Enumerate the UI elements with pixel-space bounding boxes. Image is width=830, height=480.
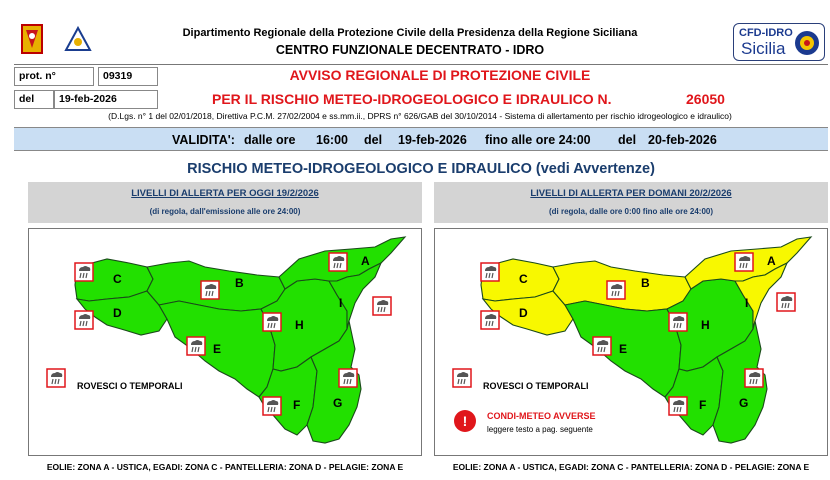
thunderstorm-icon bbox=[607, 281, 625, 299]
zone-h-label: H bbox=[295, 318, 304, 332]
today-panel-header bbox=[28, 182, 422, 223]
cfd-idro-logo: CFD-IDRO Sicilia bbox=[733, 23, 825, 61]
thunderstorm-icon bbox=[187, 337, 205, 355]
thunderstorm-icon bbox=[481, 311, 499, 329]
zone-a-label: A bbox=[361, 254, 370, 268]
legal-reference: (D.Lgs. n° 1 del 02/01/2018, Direttiva P.C.M. 27/02/2004 e ss.mm.ii., DPRS n° 626/GAB del 30/10/2014 - Sistema di allertamento per rischio idrogeologico e idraulico) bbox=[108, 111, 732, 121]
validity-del-text-2: del bbox=[618, 133, 637, 147]
avviso-number: 26050 bbox=[686, 91, 725, 107]
zone-h-label: H bbox=[701, 318, 710, 332]
tomorrow-note: (di regola, dalle ore 0:00 fino alle ore 24:00) bbox=[548, 207, 714, 216]
zone-d-label: D bbox=[519, 306, 528, 320]
zone-a-label: A bbox=[767, 254, 776, 268]
zone-c-label: C bbox=[113, 272, 122, 286]
tomorrow-panel-header bbox=[434, 182, 828, 223]
thunderstorm-icon bbox=[481, 263, 499, 281]
thunderstorm-icon bbox=[263, 313, 281, 331]
section-title: RISCHIO METEO-IDROGEOLOGICO E IDRAULICO (vedi Avvertenze) bbox=[187, 161, 655, 177]
thunderstorm-icon bbox=[47, 369, 65, 387]
prot-label: prot. n° bbox=[14, 67, 94, 86]
zone-c-label: C bbox=[519, 272, 528, 286]
thunderstorm-icon bbox=[669, 397, 687, 415]
today-alert-map bbox=[28, 228, 422, 456]
thunderstorm-icon bbox=[373, 297, 391, 315]
sicily-coat-of-arms-icon bbox=[20, 22, 102, 60]
thunderstorm-icon bbox=[669, 313, 687, 331]
department-name: Dipartimento Regionale della Protezione Civile della Presidenza della Regione Siciliana bbox=[182, 27, 638, 39]
thunderstorm-icon bbox=[201, 281, 219, 299]
thunderstorm-icon bbox=[735, 253, 753, 271]
protezione-civile-logo-icon bbox=[66, 28, 90, 50]
centre-name: CENTRO FUNZIONALE DECENTRATO - IDRO bbox=[275, 43, 545, 57]
today-title: LIVELLI DI ALLERTA PER OGGI 19/2/2026 bbox=[131, 188, 319, 199]
tomorrow-map-svg bbox=[435, 229, 827, 455]
zone-f-label: F bbox=[293, 398, 301, 412]
validity-end-date: 20-feb-2026 bbox=[648, 133, 717, 147]
thunderstorm-icon bbox=[339, 369, 357, 387]
zone-e-label: E bbox=[619, 342, 628, 356]
zone-g-label: G bbox=[739, 396, 749, 410]
condimeteo-title: CONDI-METEO AVVERSE bbox=[487, 411, 596, 421]
tomorrow-title: LIVELLI DI ALLERTA PER DOMANI 20/2/2026 bbox=[530, 188, 732, 199]
validity-bar bbox=[14, 127, 828, 151]
thunderstorm-icon bbox=[593, 337, 611, 355]
tomorrow-legend-rovesci: ROVESCI O TEMPORALI bbox=[483, 381, 589, 391]
validity-label: VALIDITA': bbox=[172, 133, 235, 147]
tomorrow-alert-map bbox=[434, 228, 828, 456]
zone-g-label: G bbox=[333, 396, 343, 410]
zone-f-label: F bbox=[699, 398, 707, 412]
zone-e-label: E bbox=[213, 342, 222, 356]
validity-until-text: fino alle ore 24:00 bbox=[485, 133, 591, 147]
zone-b-label: B bbox=[641, 276, 650, 290]
thunderstorm-icon bbox=[263, 397, 281, 415]
validity-start-time: 16:00 bbox=[316, 133, 348, 147]
avviso-title: AVVISO REGIONALE DI PROTEZIONE CIVILE bbox=[289, 67, 591, 83]
zone-i-label: I bbox=[745, 296, 749, 310]
today-map-svg bbox=[29, 229, 421, 455]
validity-start-date: 19-feb-2026 bbox=[398, 133, 467, 147]
avviso-subtitle: PER IL RISCHIO METEO-IDROGEOLOGICO E IDRAULICO N. bbox=[212, 91, 612, 107]
cfd-seal-icon bbox=[794, 30, 820, 56]
prot-value: 09319 bbox=[98, 67, 158, 86]
validity-del-text: del bbox=[364, 133, 383, 147]
divider bbox=[14, 64, 828, 65]
thunderstorm-icon bbox=[777, 293, 795, 311]
validity-from-text: dalle ore bbox=[244, 133, 296, 147]
del-value: 19-feb-2026 bbox=[54, 90, 158, 109]
thunderstorm-icon bbox=[329, 253, 347, 271]
today-note: (di regola, dall'emissione alle ore 24:00) bbox=[149, 207, 301, 216]
thunderstorm-icon bbox=[75, 311, 93, 329]
zone-i-label: I bbox=[339, 296, 343, 310]
header-logos bbox=[20, 22, 102, 60]
thunderstorm-icon bbox=[75, 263, 93, 281]
condimeteo-subtitle: leggere testo a pag. seguente bbox=[487, 425, 593, 434]
thunderstorm-icon bbox=[745, 369, 763, 387]
exclamation-icon bbox=[453, 409, 477, 433]
zone-d-label: D bbox=[113, 306, 122, 320]
today-legend-rovesci: ROVESCI O TEMPORALI bbox=[77, 381, 183, 391]
tomorrow-islands-footer: EOLIE: ZONA A - USTICA, EGADI: ZONA C - PANTELLERIA: ZONA D - PELAGIE: ZONA E bbox=[452, 462, 810, 472]
del-label: del bbox=[14, 90, 54, 109]
today-islands-footer: EOLIE: ZONA A - USTICA, EGADI: ZONA C - PANTELLERIA: ZONA D - PELAGIE: ZONA E bbox=[46, 462, 404, 472]
thunderstorm-icon bbox=[453, 369, 471, 387]
svg-text:!: ! bbox=[462, 413, 468, 429]
zone-b-label: B bbox=[235, 276, 244, 290]
